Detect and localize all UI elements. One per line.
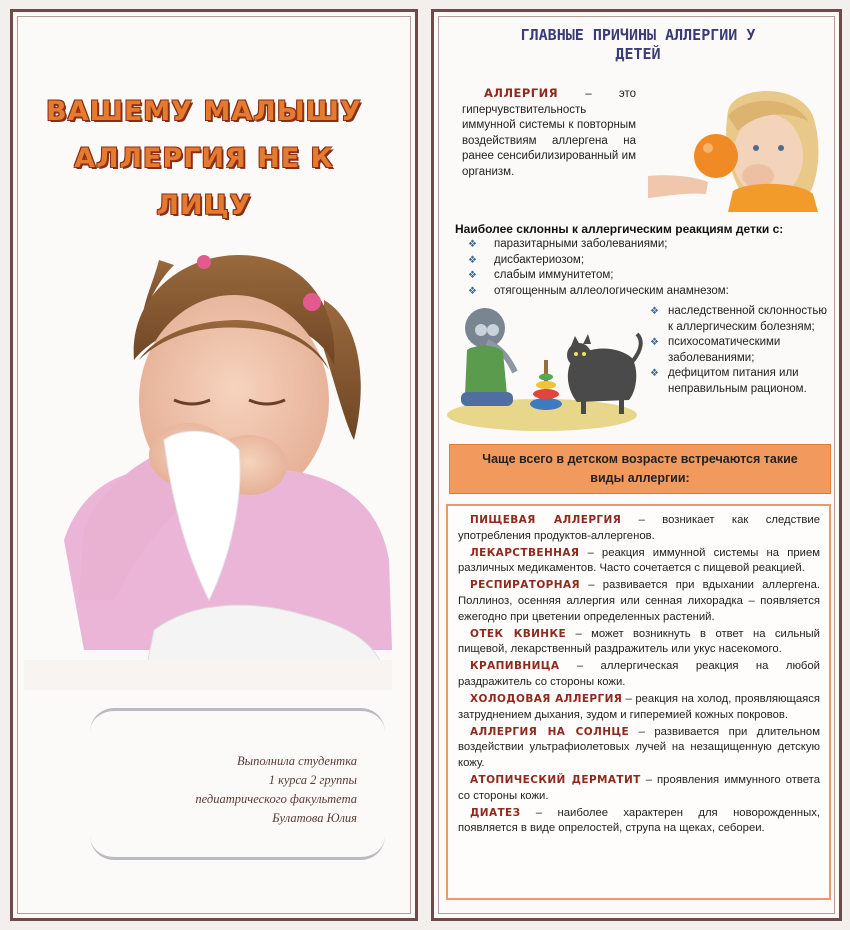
- allergy-type-item: [458, 627, 820, 658]
- allergy-type-term: КРАПИВНИЦА: [470, 660, 560, 673]
- cover-title-line: ВАШЕМУ МАЛЫШУ: [46, 96, 362, 127]
- list-item: [468, 253, 729, 269]
- allergy-type-item: [458, 806, 820, 837]
- list-item-text: паразитарными заболеваниями;: [494, 238, 668, 250]
- banner-line: Чаще всего в детском возрасте встречаются такие: [482, 452, 798, 466]
- signature-line: Выполнила студентка: [237, 754, 357, 768]
- allergy-type-text: – наиболее характерен для новорожденных, появляется в виде опрелостей, струпа на щеках, себореи.: [458, 806, 820, 835]
- allergy-type-term: ЛЕКАРСТВЕННАЯ: [470, 546, 580, 559]
- definition-term: АЛЛЕРГИЯ: [484, 86, 559, 100]
- causes-title-line: ГЛАВНЫЕ ПРИЧИНЫ АЛЛЕРГИИ У: [520, 26, 756, 44]
- diamond-bullet-icon: ❖: [468, 254, 477, 266]
- list-item-text: слабым иммунитетом;: [494, 269, 614, 282]
- list-item: [650, 366, 830, 397]
- cover-title: [30, 88, 378, 229]
- allergy-types-list: [458, 513, 820, 838]
- allergy-type-item: [458, 513, 820, 544]
- list-item: [650, 304, 830, 335]
- allergy-type-term: ОТЕК КВИНКЕ: [470, 627, 567, 640]
- list-item: [650, 335, 830, 366]
- allergy-type-term: АЛЛЕРГИЯ НА СОЛНЦЕ: [470, 725, 630, 738]
- allergy-type-text: – развивается при вдыхании аллергена. Поллиноз, осенняя аллергия или сенная лихорадка – появляется ежегодно при цветении определенных растений.: [458, 579, 820, 623]
- diamond-bullet-icon: ❖: [468, 285, 477, 297]
- signature-line: Булатова Юлия: [272, 811, 357, 825]
- reasons-list-continued: [650, 304, 830, 398]
- list-item-text: психосоматическими заболеваниями;: [668, 336, 781, 364]
- allergy-type-term: ПИЩЕВАЯ АЛЛЕРГИЯ: [470, 514, 622, 526]
- cover-title-line: АЛЛЕРГИЯ НЕ К: [74, 143, 334, 174]
- list-item-text: наследственной склонностью к аллергическим болезням;: [668, 305, 828, 333]
- allergy-type-text: – развивается при длительном воздействии ультрафиолетовых лучей на незащищенную детскую кожу.: [458, 725, 820, 769]
- allergy-type-item: [458, 692, 820, 723]
- reasons-heading: Наиболее склонны к аллергическим реакциям детки с:: [455, 222, 784, 236]
- cover-title-line: ЛИЦУ: [156, 190, 252, 221]
- reasons-list: [468, 237, 729, 299]
- allergy-type-term: РЕСПИРАТОРНАЯ: [470, 579, 580, 592]
- list-item: [468, 237, 729, 253]
- list-item: [468, 268, 729, 284]
- allergy-type-item: [458, 546, 820, 577]
- allergy-type-text: – проявления иммунного ответа со стороны кожи.: [458, 774, 821, 802]
- banner-line: виды аллергии:: [590, 471, 690, 485]
- list-item: [468, 284, 729, 300]
- diamond-bullet-icon: ❖: [650, 368, 659, 380]
- list-item-text: отягощенным аллеологическим анамнезом:: [494, 284, 729, 297]
- allergy-type-text: – может возникнуть в ответ на сильный пищевой, лекарственный раздражитель или укус насекомого.: [458, 627, 820, 656]
- child-with-tissue-photo: [24, 240, 392, 690]
- allergy-type-item: [458, 773, 820, 804]
- diamond-bullet-icon: ❖: [468, 270, 477, 282]
- allergy-type-text: – возникает как следствие употребления продуктов-аллергенов.: [458, 514, 821, 542]
- diamond-bullet-icon: ❖: [650, 337, 659, 349]
- allergy-types-banner-text: [449, 450, 831, 488]
- causes-title: [440, 26, 836, 64]
- allergy-type-term: ДИАТЕЗ: [470, 806, 521, 819]
- diamond-bullet-icon: ❖: [468, 239, 477, 250]
- child-and-cat-illustration: [447, 300, 644, 432]
- allergy-type-term: АТОПИЧЕСКИЙ ДЕРМАТИТ: [470, 774, 641, 786]
- allergy-type-item: [458, 725, 820, 772]
- allergy-type-item: [458, 578, 820, 625]
- list-item-text: дисбактериозом;: [494, 253, 585, 266]
- allergy-definition: [462, 86, 636, 180]
- allergy-type-text: – реакция иммунной системы на прием различных медикаментов. Часто сочетается с пищевой реакцией.: [458, 546, 820, 575]
- child-with-orange-photo: [648, 86, 822, 212]
- author-signature: [95, 752, 357, 828]
- list-item-text: дефицитом питания или неправильным рационом.: [668, 367, 807, 395]
- signature-line: педиатрического факультета: [195, 792, 357, 806]
- diamond-bullet-icon: ❖: [650, 306, 659, 317]
- causes-title-line: ДЕТЕЙ: [615, 45, 661, 63]
- definition-text: – это гиперчувствительность иммунной системы к повторным воздействиям аллергена на ранее сенсибилизированный им организм.: [462, 88, 636, 178]
- allergy-type-term: ХОЛОДОВАЯ АЛЛЕРГИЯ: [470, 693, 623, 706]
- allergy-type-item: [458, 659, 820, 690]
- signature-line: 1 курса 2 группы: [268, 773, 357, 787]
- allergy-type-text: – реакция на холод, проявляющаяся затруднением дыхания, зудом и гиперемией кожных покровов.: [458, 693, 820, 721]
- allergy-type-text: – аллергическая реакция на любой раздражитель со стороны кожи.: [458, 660, 820, 688]
